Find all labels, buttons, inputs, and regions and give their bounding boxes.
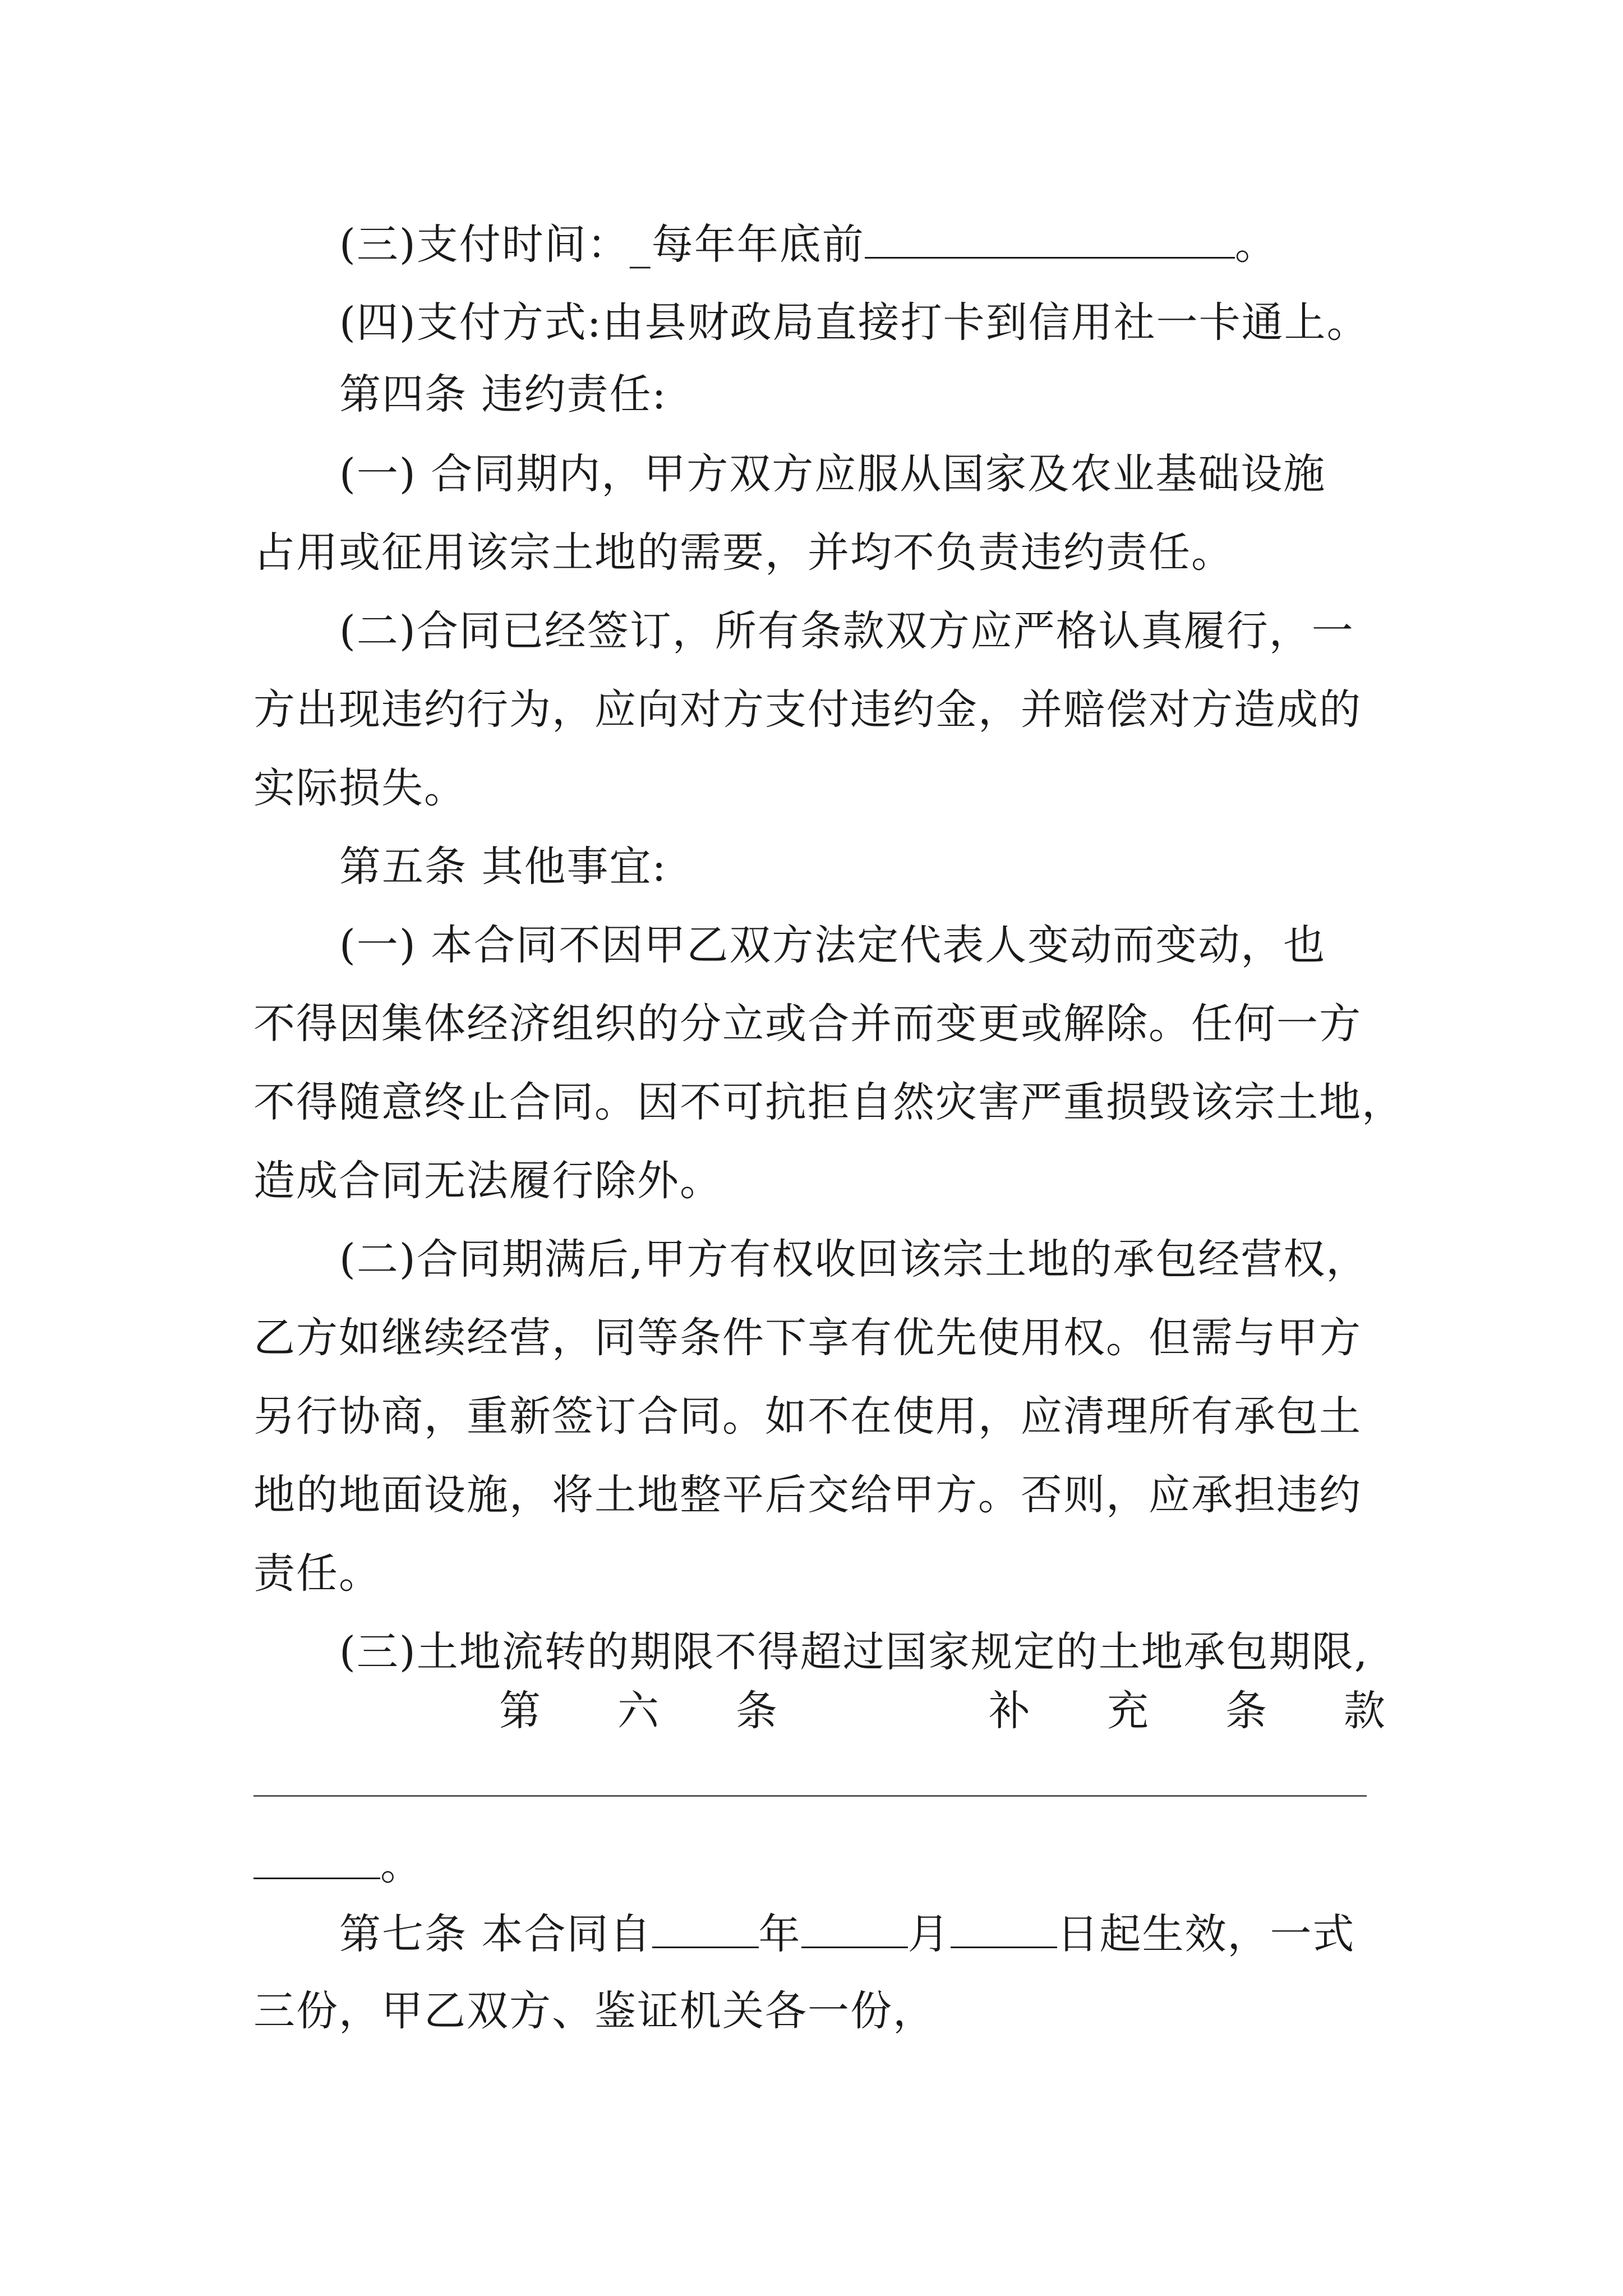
effective-month-blank [801, 1907, 908, 1948]
article-5-clause-3-line-1: (三)土地流转的期限不得超过国家规定的土地承包期限, [339, 1628, 1369, 1676]
article-6-char: 款 [1344, 1687, 1386, 1735]
article-5-heading: 第五条 其他事宜: [339, 843, 667, 891]
article-6-heading [499, 1686, 1386, 1736]
effective-year-blank [652, 1907, 759, 1948]
article-6-char: 条 [1225, 1687, 1268, 1735]
article-4-heading: 第四条 违约责任: [339, 370, 667, 418]
effective-day-blank [951, 1907, 1057, 1948]
article-4-clause-1-line-2: 占用或征用该宗土地的需要，并均不负责违约责任。 [253, 528, 1234, 577]
article-7-year-label: 年 [758, 1910, 801, 1958]
article-7-text-a: 第七条 本合同自 [339, 1910, 652, 1958]
article-5-clause-2-line-4: 地的地面设施，将土地整平后交给甲方。否则，应承担违约 [253, 1471, 1362, 1519]
article-6-char: 补 [989, 1687, 1031, 1735]
supplementary-terms-period: 。 [380, 1841, 423, 1889]
article-6-char: 条 [736, 1687, 778, 1735]
article-6-char: 第 [499, 1687, 542, 1735]
article-5-clause-1-line-1: (一) 本合同不因甲乙双方法定代表人变动而变动，也 [339, 921, 1326, 969]
article-4-clause-1-line-1: (一) 合同期内，甲方双方应服从国家及农业基础设施 [339, 450, 1326, 498]
article-5-clause-2-line-3: 另行协商，重新签订合同。如不在使用，应清理所有承包土 [253, 1392, 1362, 1441]
article-5-clause-1-line-4: 造成合同无法履行除外。 [253, 1157, 722, 1205]
supplementary-terms-end-line [253, 1840, 1386, 1890]
payment-time-text: (三)支付时间：_每年年底前 [339, 220, 865, 269]
supplementary-terms-short-blank [253, 1841, 380, 1879]
article-5-clause-2-line-5: 责任。 [253, 1549, 381, 1598]
article-7-line-2: 三份，甲乙双方、鉴证机关各一份， [253, 1987, 935, 2035]
payment-method-line: (四)支付方式:由县财政局直接打卡到信用社一卡通上。 [339, 298, 1370, 347]
article-6-char: 六 [617, 1687, 660, 1735]
supplementary-terms-blank-rule [253, 1795, 1367, 1797]
article-6-char: 充 [1107, 1687, 1150, 1735]
article-4-clause-2-line-1: (二)合同已经签订，所有条款双方应严格认真履行，一 [339, 607, 1354, 655]
article-7-month-label: 月 [907, 1910, 951, 1958]
article-5-clause-1-line-2: 不得因集体经济组织的分立或合并而变更或解除。任何一方 [253, 1000, 1362, 1048]
payment-time-line [339, 218, 1386, 268]
article-5-clause-1-line-3: 不得随意终止合同。因不可抗拒自然灾害严重损毁该宗土地， [253, 1078, 1404, 1126]
article-4-clause-2-line-2: 方出现违约行为，应向对方支付违约金，并赔偿对方造成的 [253, 685, 1362, 734]
payment-time-blank [865, 218, 1235, 259]
article-4-clause-2-line-3: 实际损失。 [253, 764, 467, 812]
article-7-text-d: 日起生效，一式 [1057, 1910, 1355, 1958]
article-5-clause-2-line-2: 乙方如继续经营，同等条件下享有优先使用权。但需与甲方 [253, 1314, 1362, 1362]
article-5-clause-2-line-1: (二)合同期满后,甲方有权收回该宗土地的承包经营权， [339, 1235, 1369, 1283]
article-7-line-1 [339, 1907, 1386, 1958]
payment-time-period: 。 [1234, 220, 1278, 269]
